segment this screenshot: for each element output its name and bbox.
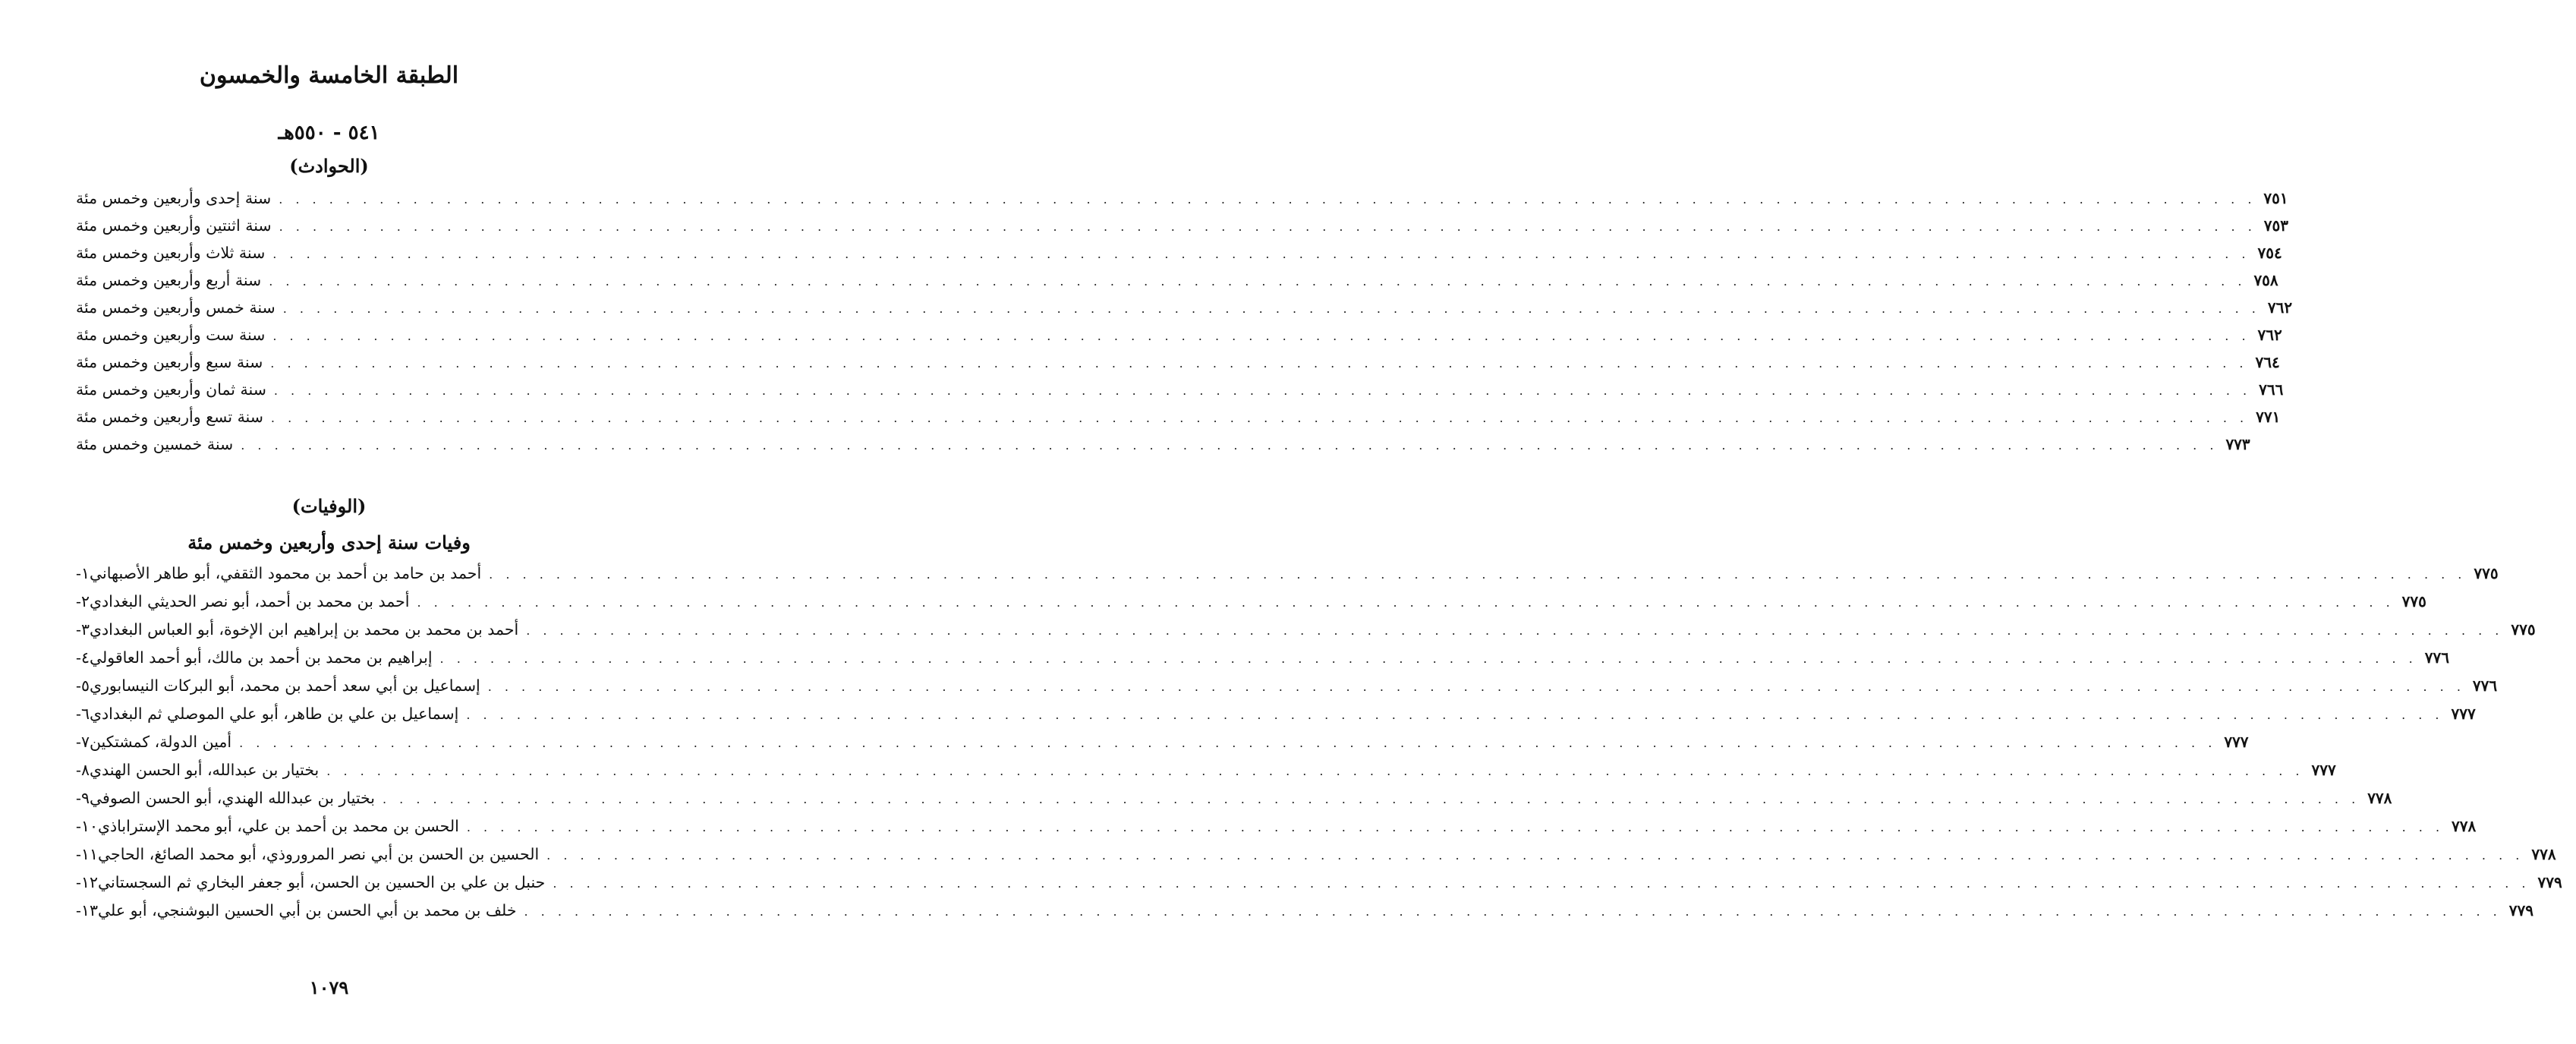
toc-entry — [76, 189, 2288, 216]
toc-entry — [76, 901, 2533, 929]
page-number: ١٠٧٩ — [309, 976, 349, 998]
entry-number: ١٠- — [76, 817, 98, 835]
events-heading: (الحوادث) — [289, 155, 369, 177]
toc-entry — [76, 244, 2282, 271]
entry-text: الحسين بن الحسن بن أبي نصر المروروذي، أبو محمد الصائغ، الحاجي — [97, 845, 540, 863]
page-ref: ٧٦٦ — [2259, 380, 2284, 399]
entry-number: ٣- — [76, 620, 90, 639]
dot-leader — [271, 411, 2248, 425]
entry-text: أحمد بن محمد بن أحمد، أبو نصر الحديثي البغدادي — [89, 592, 410, 610]
toc-entry — [76, 271, 2278, 298]
page-ref: ٧٧٦ — [2472, 677, 2498, 695]
toc-entry — [76, 435, 2250, 462]
toc-entry — [76, 353, 2280, 380]
dot-leader — [283, 301, 2260, 316]
toc-entry — [76, 408, 2281, 435]
dot-leader — [383, 792, 2360, 806]
page-ref: ٧٧٩ — [2508, 901, 2533, 919]
page-ref: ٧٧٣ — [2225, 435, 2250, 453]
entry-number: ٥- — [76, 677, 90, 695]
entry-text: سنة خمس وأربعين وخمس مئة — [76, 298, 276, 317]
dot-leader — [524, 904, 2502, 919]
page-ref: ٧٦٢ — [2257, 326, 2282, 344]
toc-entry — [76, 326, 2282, 353]
dot-leader — [553, 876, 2530, 891]
dot-leader — [440, 651, 2417, 666]
page-ref: ٧٧٨ — [2367, 789, 2392, 807]
page-ref: ٧٥٨ — [2253, 271, 2278, 289]
entry-number: ٨- — [76, 761, 90, 779]
page-ref: ٧٦٤ — [2255, 353, 2280, 371]
entry-text: إسماعيل بن علي بن طاهر، أبو علي الموصلي ثم البغدادي — [89, 705, 459, 723]
page-ref: ٧٧٧ — [2311, 761, 2336, 779]
toc-entry — [76, 648, 2449, 677]
year-range: ٥٤١ - ٥٥٠هـ — [278, 121, 380, 144]
page-ref: ٧٧٥ — [2474, 564, 2499, 582]
entry-text: سنة إحدى وأربعين وخمس مئة — [76, 189, 272, 207]
entry-text: إبراهيم بن محمد بن أحمد بن مالك، أبو أحمد العاقولي — [89, 648, 433, 667]
entry-number: ٢- — [76, 592, 90, 610]
entry-text: أمين الدولة، كمشتكين — [89, 733, 232, 751]
entry-text: أحمد بن محمد بن محمد بن إبراهيم ابن الإخوة، أبو العباس البغدادي — [89, 620, 519, 639]
dot-leader — [272, 247, 2250, 261]
entry-text: سنة ست وأربعين وخمس مئة — [76, 326, 266, 344]
dot-leader — [279, 219, 2256, 234]
dot-leader — [269, 274, 2246, 289]
toc-entry — [76, 733, 2249, 761]
dot-leader — [489, 567, 2466, 582]
toc-entry — [76, 677, 2498, 705]
page-ref: ٧٧٩ — [2537, 873, 2562, 891]
dot-leader — [270, 356, 2247, 371]
toc-entry — [76, 564, 2499, 592]
toc-entry — [76, 873, 2562, 901]
entry-text: الحسن بن محمد بن أحمد بن علي، أبو محمد الإستراباذي — [97, 817, 459, 835]
entry-text: أحمد بن حامد بن أحمد بن محمود الثقفي، أبو طاهر الأصبهاني — [89, 564, 482, 582]
dot-leader — [466, 708, 2443, 722]
entry-number: ١- — [76, 564, 90, 582]
dot-leader — [417, 595, 2394, 610]
page-ref: ٧٧٥ — [2401, 592, 2426, 610]
entry-text: سنة ثمان وأربعين وخمس مئة — [76, 380, 266, 399]
page-ref: ٧٧٨ — [2452, 817, 2477, 835]
dot-leader — [239, 736, 2216, 750]
dot-leader — [488, 680, 2465, 694]
entry-number: ١٢- — [76, 873, 98, 891]
dot-leader — [467, 820, 2444, 834]
toc-entry — [76, 705, 2476, 733]
entry-number: ١٣- — [76, 901, 98, 919]
page-ref: ٧٦٢ — [2267, 298, 2293, 317]
toc-entry — [76, 789, 2392, 817]
page-ref: ٧٥٤ — [2257, 244, 2282, 262]
page-ref: ٧٧٦ — [2424, 648, 2449, 667]
entry-text: خلف بن محمد بن أبي الحسن بن أبي الحسين البوشنجي، أبو علي — [97, 901, 517, 919]
page-ref: ٧٧١ — [2256, 408, 2281, 426]
entry-text: بختيار بن عبدالله، أبو الحسن الهندي — [89, 761, 320, 779]
deaths-subheading: وفيات سنة إحدى وأربعين وخمس مئة — [187, 531, 471, 554]
entry-text: سنة ثلاث وأربعين وخمس مئة — [76, 244, 266, 262]
events-list — [76, 189, 2293, 462]
deaths-heading: (الوفيات) — [291, 495, 367, 517]
toc-entry — [76, 298, 2293, 326]
entry-number: ٦- — [76, 705, 90, 723]
entry-text: سنة تسع وأربعين وخمس مئة — [76, 408, 263, 426]
dot-leader — [526, 623, 2503, 638]
entry-number: ٧- — [76, 733, 90, 751]
dot-leader — [279, 192, 2256, 207]
page-ref: ٧٧٧ — [2451, 705, 2476, 723]
toc-entry — [76, 620, 2536, 648]
page-ref: ٧٧٥ — [2511, 620, 2536, 639]
deaths-list — [76, 564, 2562, 929]
dot-leader — [241, 438, 2218, 453]
page-ref: ٧٥١ — [2263, 189, 2288, 207]
entry-number: ١١- — [76, 845, 98, 863]
page-ref: ٧٥٣ — [2263, 216, 2289, 235]
entry-text: سنة خمسين وخمس مئة — [76, 435, 234, 453]
entry-number: ٤- — [76, 648, 90, 667]
entry-text: بختيار بن عبدالله الهندي، أبو الحسن الصوفي — [89, 789, 375, 807]
toc-entry — [76, 761, 2336, 789]
toc-entry — [76, 845, 2556, 873]
entry-number: ٩- — [76, 789, 90, 807]
page-ref: ٧٧٧ — [2224, 733, 2249, 751]
entry-text: سنة سبع وأربعين وخمس مئة — [76, 353, 263, 371]
entry-text: سنة اثنتين وأربعين وخمس مئة — [76, 216, 272, 235]
entry-text: حنبل بن علي بن الحسين بن الحسن، أبو جعفر البخاري ثم السجستاني — [97, 873, 546, 891]
toc-entry — [76, 380, 2284, 408]
dot-leader — [326, 764, 2304, 778]
toc-entry — [76, 817, 2477, 845]
dot-leader — [274, 383, 2251, 398]
entry-text: إسماعيل بن أبي سعد أحمد بن محمد، أبو البركات النيسابوري — [89, 677, 480, 695]
toc-entry — [76, 592, 2426, 620]
page-title: الطبقة الخامسة والخمسون — [199, 62, 459, 89]
dot-leader — [272, 329, 2250, 343]
page-ref: ٧٧٨ — [2531, 845, 2556, 863]
toc-entry — [76, 216, 2289, 244]
entry-text: سنة أربع وأربعين وخمس مئة — [76, 271, 262, 289]
dot-leader — [546, 848, 2524, 863]
